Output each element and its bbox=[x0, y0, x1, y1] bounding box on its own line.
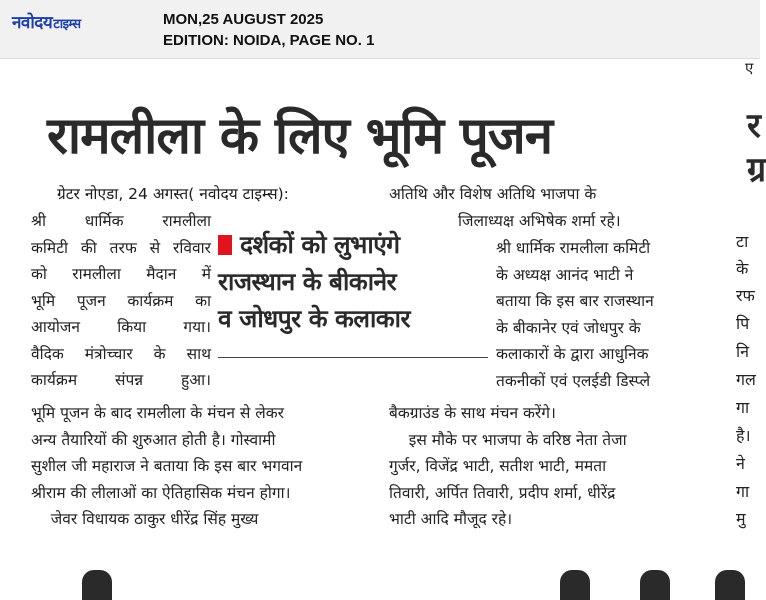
text-line: श्री धार्मिक रामलीला कमिटी bbox=[496, 239, 651, 257]
red-bullet-icon bbox=[218, 235, 232, 255]
adjacent-line: ने bbox=[736, 454, 745, 473]
adjacent-headline-fragment: ग्र bbox=[747, 150, 766, 190]
glyph-fragment bbox=[640, 570, 670, 600]
adjacent-headline-fragment: र bbox=[747, 106, 761, 146]
subheadline-line: व जोधपुर के कलाकार bbox=[218, 304, 411, 333]
text-line: कमिटी की तरफ से रविवार bbox=[31, 238, 211, 257]
text-line: भूमि पूजन कार्यक्रम का bbox=[31, 291, 211, 310]
adjacent-line: है। bbox=[736, 426, 751, 445]
page-header-bar bbox=[0, 0, 760, 59]
divider-rule bbox=[218, 357, 488, 358]
adjacent-line: मु bbox=[736, 509, 746, 528]
subheadline-line: दर्शकों को लुभाएंगे bbox=[218, 226, 488, 263]
text-line: कार्यक्रम संपन्न हुआ। bbox=[31, 371, 211, 389]
logo-text: नवोदय bbox=[12, 13, 53, 33]
adjacent-line: के bbox=[736, 259, 749, 278]
text-line: बताया कि इस बार राजस्थान bbox=[496, 292, 654, 310]
adjacent-line: टा bbox=[736, 232, 749, 251]
adjacent-line: पि bbox=[736, 314, 750, 333]
adjacent-line: गा bbox=[736, 398, 750, 417]
article-headline: रामलीला के लिए भूमि पूजन bbox=[47, 107, 552, 166]
text-line: श्रीराम की लीलाओं का ऐतिहासिक मंचन होगा। bbox=[31, 483, 291, 502]
text-line: अतिथि और विशेष अतिथि भाजपा के bbox=[389, 185, 597, 203]
text-line: तकनीकों एवं एलईडी डिस्प्ले bbox=[496, 371, 651, 390]
glyph-fragment bbox=[560, 570, 590, 600]
wide-column-left bbox=[31, 400, 359, 533]
issue-date: MON,25 AUGUST 2025 bbox=[163, 11, 324, 28]
adjacent-line: गल bbox=[736, 370, 756, 389]
right-column-mid bbox=[496, 235, 718, 394]
adjacent-fragment: ए bbox=[745, 59, 754, 77]
text-line: जिलाध्यक्ष अभिषेक शर्मा रहे। bbox=[389, 211, 621, 230]
text-line: जेवर विधायक ठाकुर धीरेंद्र सिंह मुख्य bbox=[31, 510, 259, 528]
subheadline-line: राजस्थान के बीकानेर bbox=[218, 267, 397, 296]
text-line: गुर्जर, विजेंद्र भाटी, सतीश भाटी, ममता bbox=[389, 457, 607, 475]
adjacent-line: गा bbox=[736, 482, 750, 501]
narrow-column bbox=[31, 208, 211, 394]
text-line: कलाकारों के द्वारा आधुनिक bbox=[496, 345, 649, 363]
text-line: भाटी आदि मौजूद रहे। bbox=[389, 510, 513, 528]
subheadline-box bbox=[218, 226, 488, 337]
text-line: के अध्यक्ष आनंद भाटी ने bbox=[496, 265, 634, 284]
glyph-fragment bbox=[715, 570, 745, 600]
next-headline-cut bbox=[0, 566, 760, 582]
glyph-fragment bbox=[82, 570, 112, 600]
text-line: श्री धार्मिक रामलीला bbox=[31, 212, 211, 230]
text-line: भूमि पूजन के बाद रामलीला के मंचन से लेकर bbox=[31, 404, 285, 422]
text-line: बैकग्राउंड के साथ मंचन करेंगे। bbox=[389, 404, 556, 422]
right-column-bottom bbox=[389, 400, 719, 533]
adjacent-line: रफ bbox=[736, 286, 755, 305]
text-line: सुशील जी महाराज ने बताया कि इस बार भगवान bbox=[31, 457, 303, 475]
text-line: आयोजन किया गया। bbox=[31, 318, 211, 336]
newspaper-logo[interactable] bbox=[12, 10, 81, 33]
text-line: अन्य तैयारियों की शुरुआत होती है। गोस्वामी bbox=[31, 430, 276, 449]
text-line: वैदिक मंत्रोच्चार के साथ bbox=[31, 344, 211, 363]
article-dateline: ग्रेटर नोएडा, 24 अगस्त( नवोदय टाइम्स): bbox=[57, 185, 289, 203]
logo-subtext: टाइम्स bbox=[53, 17, 81, 32]
edition-page: EDITION: NOIDA, PAGE NO. 1 bbox=[163, 32, 375, 49]
text-line: को रामलीला मैदान में bbox=[31, 265, 211, 283]
text-line: के बीकानेर एवं जोधपुर के bbox=[496, 318, 641, 337]
text-line: इस मौके पर भाजपा के वरिष्ठ नेता तेजा bbox=[389, 430, 627, 449]
adjacent-line: नि bbox=[736, 342, 750, 361]
right-column-top bbox=[389, 181, 719, 234]
text-line: तिवारी, अर्पित तिवारी, प्रदीप शर्मा, धीरेंद्र bbox=[389, 483, 616, 502]
edition-info bbox=[163, 9, 374, 51]
